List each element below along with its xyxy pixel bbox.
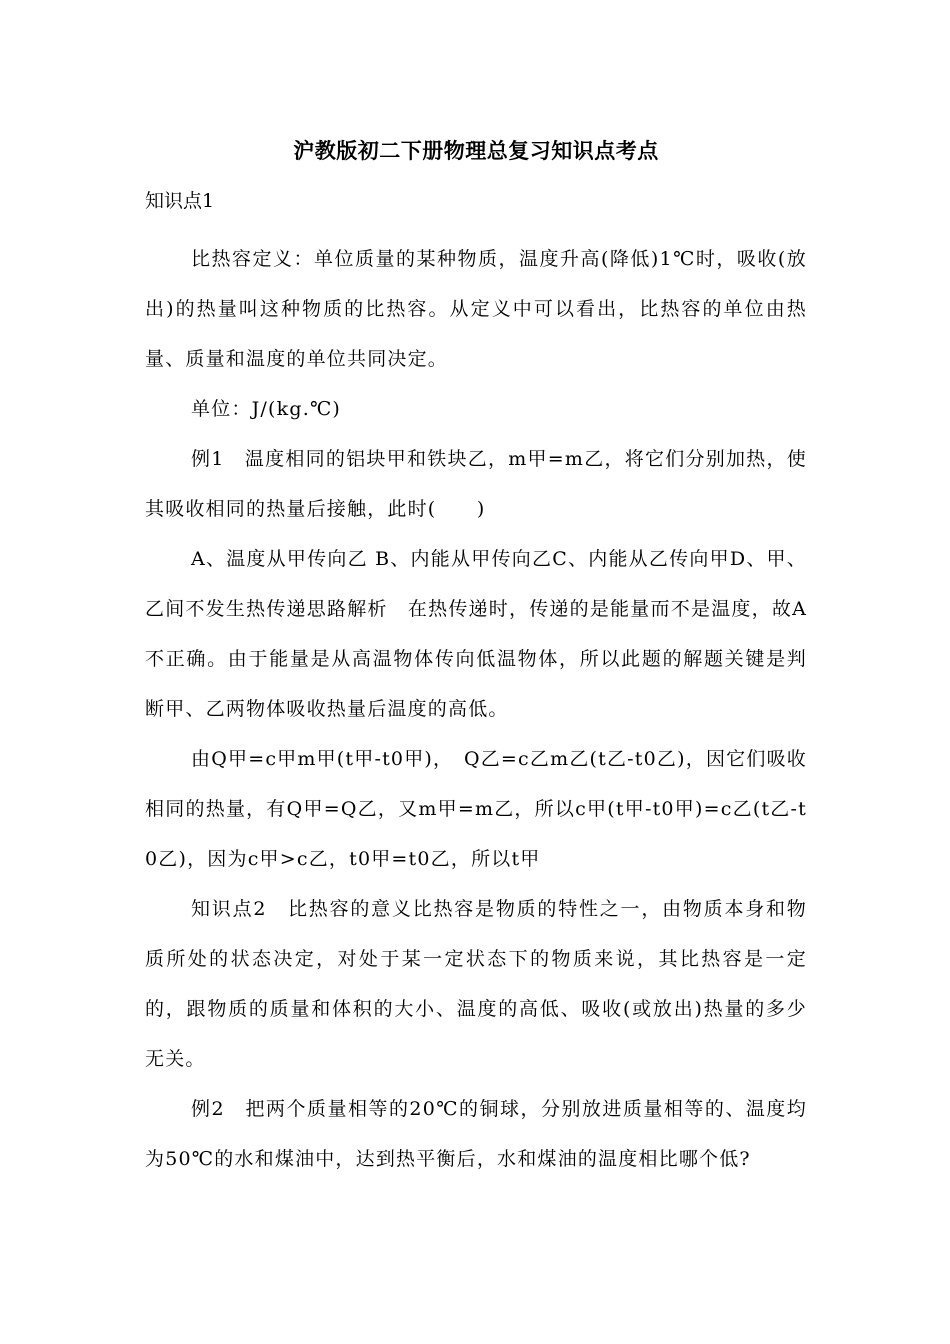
paragraph-unit: 单位：J/(kg.℃) — [191, 398, 342, 420]
document-title: 沪教版初二下册物理总复习知识点考点 — [293, 139, 659, 163]
paragraph-example-1: 例1 温度相同的铝块甲和铁块乙，m甲=m乙，将它们分别加热，使其吸收相同的热量后接触，此时( ) — [145, 448, 807, 520]
paragraph-definition: 比热容定义：单位质量的某种物质，温度升高(降低)1℃时，吸收(放出)的热量叫这种物质的比热容。从定义中可以看出，比热容的单位由热量、质量和温度的单位共同决定。 — [145, 248, 807, 370]
document-body — [145, 234, 807, 1184]
section-heading: 知识点1 — [145, 190, 215, 212]
paragraph-example-2: 例2 把两个质量相等的20℃的铜球，分别放进质量相等的、温度均为50℃的水和煤油中，达到热平衡后，水和煤油的温度相比哪个低? — [145, 1098, 807, 1170]
paragraph-example-1-solution: 由Q甲=c甲m甲(t甲-t0甲)， Q乙=c乙m乙(t乙-t0乙)，因它们吸收相同的热量，有Q甲=Q乙，又m甲=m乙，所以c甲(t甲-t0甲)=c乙(t乙-t0乙)，因为c甲>c乙，t0甲=t0乙，所以t甲 — [145, 748, 807, 870]
paragraph-knowledge-point-2: 知识点2 比热容的意义比热容是物质的特性之一，由物质本身和物质所处的状态决定，对处于某一定状态下的物质来说，其比热容是一定的，跟物质的质量和体积的大小、温度的高低、吸收(或放出)热量的多少无关。 — [145, 898, 807, 1070]
paragraph-example-1-options: A、温度从甲传向乙 B、内能从甲传向乙C、内能从乙传向甲D、甲、乙间不发生热传递思路解析 在热传递时，传递的是能量而不是温度，故A不正确。由于能量是从高温物体传向低温物体，所以此题的解题关键是判断甲、乙两物体吸收热量后温度的高低。 — [145, 548, 807, 720]
